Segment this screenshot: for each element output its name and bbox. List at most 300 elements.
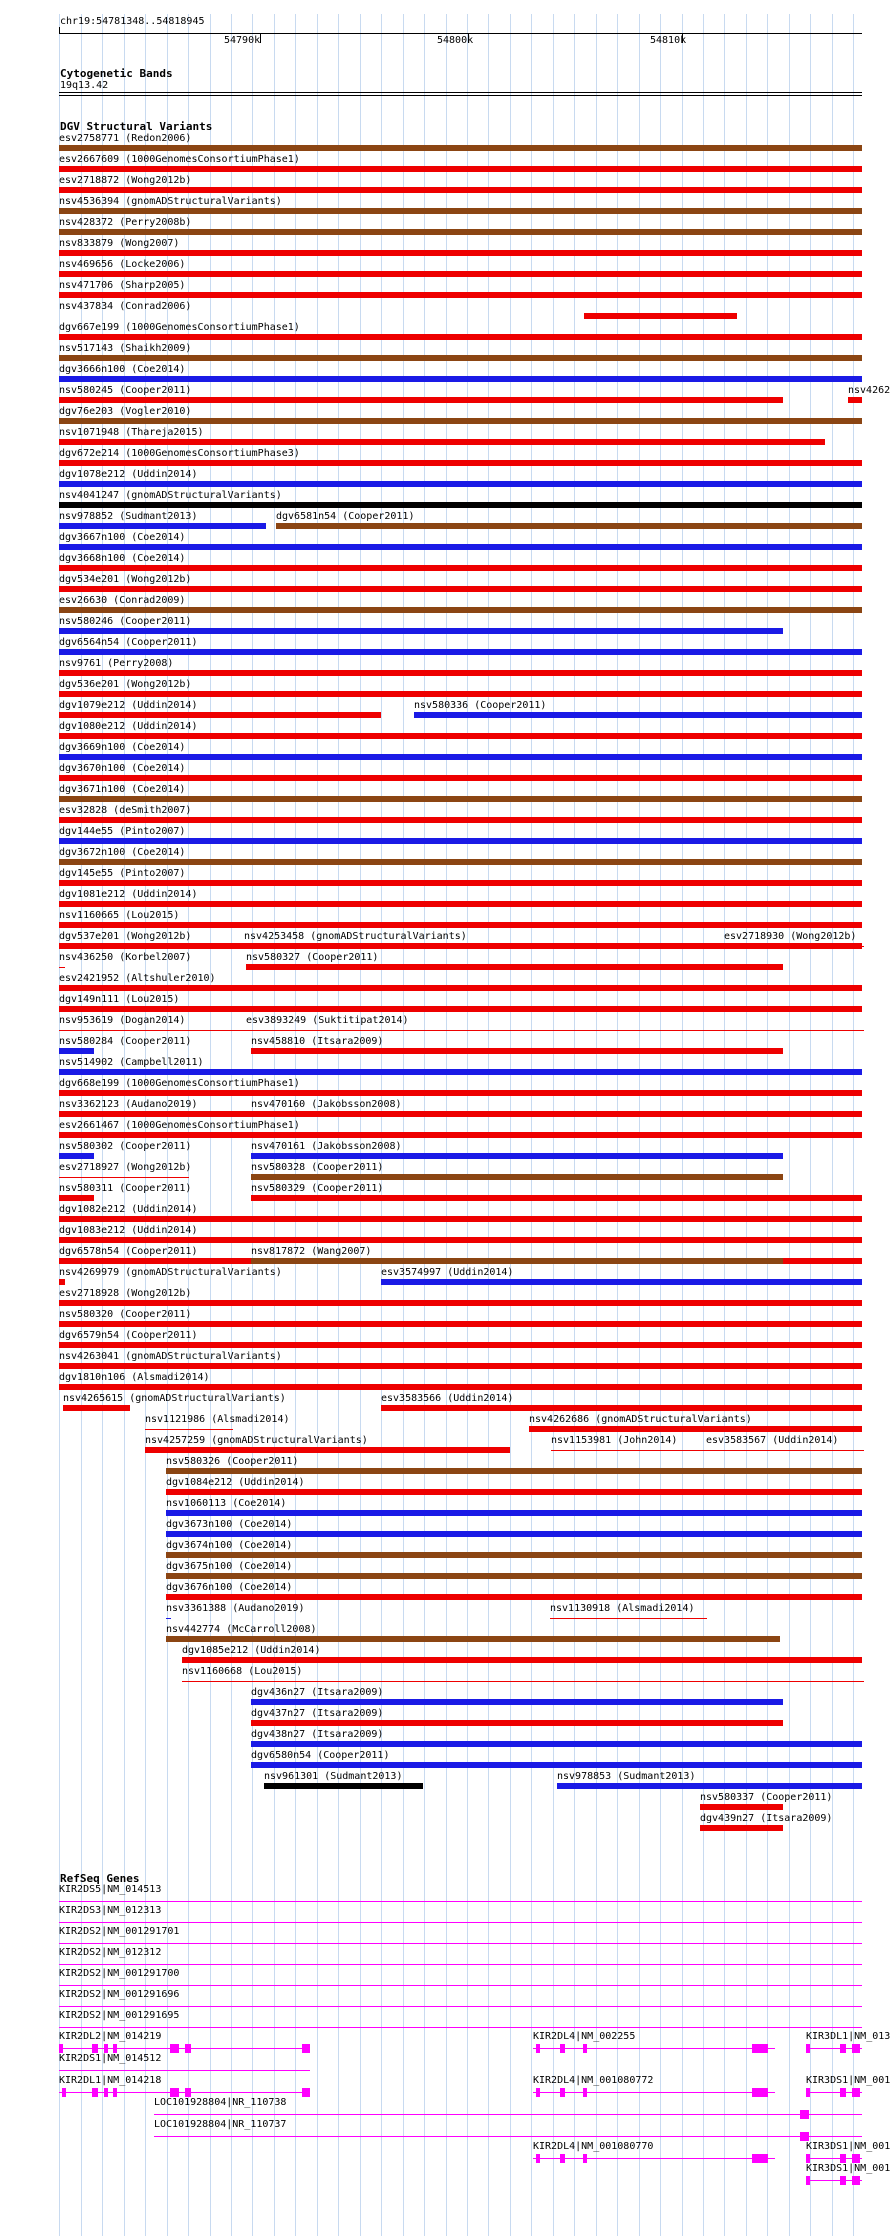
sv-feature-bar[interactable] [145,1429,233,1430]
sv-feature-bar[interactable] [529,1426,862,1432]
ruler-tick [260,34,261,43]
gene-label[interactable]: KIR2DS2|NM_001291696 [59,1989,180,2000]
sv-feature-label[interactable]: nsv833879 (Wong2007) [59,238,180,249]
sv-feature-bar[interactable] [59,1153,94,1159]
sv-feature-label[interactable]: dgv1080e212 (Uddin2014) [59,721,198,732]
sv-feature-bar[interactable] [59,607,862,613]
sv-feature-bar[interactable] [59,376,862,382]
sv-feature-bar[interactable] [166,1489,862,1495]
sv-feature-bar[interactable] [251,1762,862,1768]
sv-feature-label[interactable]: dgv3673n100 (Coe2014) [166,1519,293,1530]
sv-feature-label[interactable]: dgv144e55 (Pinto2007) [59,826,186,837]
gene-exon[interactable] [752,2088,768,2097]
sv-feature-bar[interactable] [59,544,862,550]
sv-feature-label[interactable]: dgv437n27 (Itsara2009) [251,1708,384,1719]
sv-feature-bar[interactable] [59,985,862,991]
grid-line [767,14,768,2236]
gene-intron-line[interactable] [59,2027,862,2028]
sv-feature-label[interactable]: dgv439n27 (Itsara2009) [700,1813,833,1824]
sv-feature-bar[interactable] [166,1594,862,1600]
sv-feature-label[interactable]: esv3574997 (Uddin2014) [381,1267,514,1278]
gene-label[interactable]: KIR2DL4|NM_001080772 [533,2075,654,2086]
sv-feature-label[interactable]: nsv4257259 (gnomADStructuralVariants) [145,1435,368,1446]
sv-feature-label[interactable]: dgv536e201 (Wong2012b) [59,679,192,690]
gene-exon[interactable] [560,2088,565,2097]
sv-feature-label[interactable]: nsv1071948 (Thareja2015) [59,427,204,438]
cytoband-track-title[interactable]: Cytogenetic Bands [60,67,173,80]
sv-feature-bar[interactable] [59,838,862,844]
sv-feature-bar[interactable] [381,1405,862,1411]
sv-feature-label[interactable]: nsv1160665 (Lou2015) [59,910,180,921]
sv-feature-label[interactable]: dgv3666n100 (Coe2014) [59,364,186,375]
sv-feature-label[interactable]: nsv580245 (Cooper2011) [59,385,192,396]
gene-label[interactable]: KIR2DL2|NM_014219 [59,2031,162,2042]
sv-feature-label[interactable]: nsv1153981 (John2014) [551,1435,678,1446]
sv-feature-bar[interactable] [59,628,783,634]
gene-exon[interactable] [302,2044,310,2053]
sv-feature-label[interactable]: nsv428372 (Perry2008b) [59,217,192,228]
gene-exon[interactable] [536,2088,540,2097]
ruler-tick-label: 54800k [437,35,474,46]
sv-feature-bar[interactable] [550,1618,707,1619]
gene-exon[interactable] [852,2088,860,2097]
gene-label[interactable]: KIR2DL1|NM_014218 [59,2075,162,2086]
sv-feature-label[interactable]: dgv1081e212 (Uddin2014) [59,889,198,900]
sv-feature-bar[interactable] [251,1741,862,1747]
grid-line [531,14,532,2236]
sv-feature-bar[interactable] [700,1825,783,1831]
gene-intron-line[interactable] [154,2114,862,2115]
sv-feature-bar[interactable] [727,946,864,947]
sv-feature-label[interactable]: nsv580320 (Cooper2011) [59,1309,192,1320]
sv-feature-bar[interactable] [59,1237,862,1243]
gene-label[interactable]: KIR3DS1|NM_001 [806,2141,890,2152]
sv-feature-bar[interactable] [59,187,862,193]
grid-line [682,14,683,2236]
gene-label[interactable]: KIR2DS2|NM_001291695 [59,2010,180,2021]
sv-feature-bar[interactable] [246,1030,785,1031]
gene-exon[interactable] [560,2044,565,2053]
sv-feature-bar[interactable] [182,1657,862,1663]
sv-feature-bar[interactable] [59,796,862,802]
gene-label[interactable]: LOC101928804|NR_110738 [154,2097,287,2108]
sv-feature-label[interactable]: dgv668e199 (1000GenomesConsortiumPhase1) [59,1078,300,1089]
sv-feature-bar[interactable] [59,1006,862,1012]
sv-feature-bar[interactable] [59,208,862,214]
ruler-tick [59,27,60,34]
sv-feature-label[interactable]: esv3893249 (Suktitipat2014) [246,1015,409,1026]
grid-line [639,14,640,2236]
sv-feature-label[interactable]: dgv1083e212 (Uddin2014) [59,1225,198,1236]
sv-feature-bar[interactable] [59,817,862,823]
grid-line [789,14,790,2236]
sv-feature-label[interactable]: dgv3667n100 (Coe2014) [59,532,186,543]
sv-feature-label[interactable]: esv3583567 (Uddin2014) [706,1435,839,1446]
gene-exon[interactable] [170,2088,179,2097]
sv-feature-label[interactable]: esv26630 (Conrad2009) [59,595,186,606]
sv-feature-bar[interactable] [414,712,862,718]
sv-feature-bar[interactable] [59,271,862,277]
gene-exon[interactable] [536,2044,540,2053]
sv-feature-label[interactable]: dgv3676n100 (Coe2014) [166,1582,293,1593]
sv-feature-label[interactable]: esv2421952 (Altshuler2010) [59,973,216,984]
sv-feature-bar[interactable] [59,1279,65,1285]
gene-exon[interactable] [104,2044,108,2053]
sv-feature-bar[interactable] [59,712,381,718]
sv-feature-label[interactable]: dgv6580n54 (Cooper2011) [251,1750,390,1761]
sv-feature-bar[interactable] [59,502,862,508]
sv-feature-bar[interactable] [59,670,862,676]
sv-feature-bar[interactable] [59,481,862,487]
gene-intron-line[interactable] [59,1964,862,1965]
sv-feature-bar[interactable] [584,313,737,319]
sv-feature-bar[interactable] [166,1510,862,1516]
cytoband-label: 19q13.42 [60,80,109,91]
sv-feature-bar[interactable] [59,1069,862,1075]
sv-feature-bar[interactable] [59,1195,94,1201]
sv-feature-label[interactable]: dgv438n27 (Itsara2009) [251,1729,384,1740]
sv-feature-label[interactable]: nsv3362123 (Audano2019) [59,1099,198,1110]
sv-feature-bar[interactable] [59,334,862,340]
grid-line [424,14,425,2236]
gene-exon[interactable] [806,2088,810,2097]
gene-label[interactable]: KIR2DS1|NM_014512 [59,2053,162,2064]
gene-intron-line[interactable] [59,1901,862,1902]
sv-feature-label[interactable]: nsv470161 (Jakobsson2008) [251,1141,402,1152]
gene-exon[interactable] [752,2154,768,2163]
sv-feature-bar[interactable] [59,418,862,424]
gene-label[interactable]: KIR2DS5|NM_014513 [59,1884,162,1895]
gene-exon[interactable] [852,2044,860,2053]
sv-feature-label[interactable]: nsv4536394 (gnomADStructuralVariants) [59,196,282,207]
gene-exon[interactable] [92,2088,98,2097]
sv-feature-bar[interactable] [59,292,862,298]
sv-feature-bar[interactable] [59,250,862,256]
sv-feature-bar[interactable] [251,1048,783,1054]
gene-intron-line[interactable] [59,2006,862,2007]
sv-feature-bar[interactable] [700,1804,783,1810]
sv-feature-bar[interactable] [59,649,862,655]
sv-feature-label[interactable]: nsv978852 (Sudmant2013) [59,511,198,522]
sv-feature-bar[interactable] [59,1216,862,1222]
sv-feature-label[interactable]: nsv817872 (Wang2007) [251,1246,372,1257]
sv-feature-label[interactable]: esv32828 (deSmith2007) [59,805,192,816]
gene-intron-line[interactable] [533,2048,775,2049]
sv-feature-label[interactable]: dgv667e199 (1000GenomesConsortiumPhase1) [59,322,300,333]
sv-feature-bar[interactable] [166,1573,862,1579]
sv-feature-label[interactable]: nsv1130918 (Alsmadi2014) [550,1603,695,1614]
grid-line [596,14,597,2236]
gene-exon[interactable] [62,2088,66,2097]
grid-line [853,14,854,2236]
sv-feature-label[interactable]: nsv4262 [848,385,890,396]
gene-exon[interactable] [92,2044,98,2053]
gene-exon[interactable] [185,2088,191,2097]
gene-exon[interactable] [170,2044,179,2053]
grid-line [832,14,833,2236]
sv-feature-bar[interactable] [59,1342,862,1348]
sv-feature-bar[interactable] [59,565,862,571]
sv-feature-bar[interactable] [145,1447,510,1453]
grid-line [338,14,339,2236]
gene-exon[interactable] [536,2154,540,2163]
sv-feature-bar[interactable] [59,523,266,529]
sv-feature-label[interactable]: nsv580311 (Cooper2011) [59,1183,192,1194]
sv-feature-bar[interactable] [59,691,862,697]
sv-feature-bar[interactable] [59,397,783,403]
gene-exon[interactable] [852,2154,860,2163]
sv-feature-bar[interactable] [59,1321,862,1327]
sv-feature-label[interactable]: nsv4263041 (gnomADStructuralVariants) [59,1351,282,1362]
sv-feature-bar[interactable] [59,229,862,235]
sv-feature-bar[interactable] [166,1636,780,1642]
sv-feature-bar[interactable] [166,1552,862,1558]
gene-exon[interactable] [302,2088,310,2097]
sv-feature-bar[interactable] [59,166,862,172]
sv-feature-label[interactable]: nsv437834 (Conrad2006) [59,301,192,312]
sv-feature-label[interactable]: nsv4269979 (gnomADStructuralVariants) [59,1267,282,1278]
gene-exon[interactable] [806,2044,810,2053]
sv-feature-label[interactable]: dgv6578n54 (Cooper2011) [59,1246,198,1257]
gene-exon[interactable] [840,2088,846,2097]
sv-feature-label[interactable]: nsv471706 (Sharp2005) [59,280,186,291]
sv-feature-label[interactable]: nsv1121986 (Alsmadi2014) [145,1414,290,1425]
sv-feature-label[interactable]: nsv1060113 (Coe2014) [166,1498,287,1509]
sv-feature-bar[interactable] [251,1720,783,1726]
sv-feature-label[interactable]: esv2661467 (1000GenomesConsortiumPhase1) [59,1120,300,1131]
sv-feature-bar[interactable] [182,1681,864,1682]
sv-feature-label[interactable]: nsv436250 (Korbel2007) [59,952,192,963]
gene-exon[interactable] [852,2176,860,2185]
gene-label[interactable]: KIR2DS2|NM_001291701 [59,1926,180,1937]
gene-intron-line[interactable] [59,1985,862,1986]
sv-feature-label[interactable]: nsv517143 (Shaikh2009) [59,343,192,354]
sv-feature-bar[interactable] [251,1258,783,1264]
sv-feature-bar[interactable] [551,1450,707,1451]
sv-feature-bar[interactable] [381,1279,862,1285]
ruler-tick-label: 54810k [650,35,687,46]
sv-feature-label[interactable]: esv2718928 (Wong2012b) [59,1288,192,1299]
gene-exon[interactable] [752,2044,768,2053]
gene-intron-line[interactable] [154,2136,862,2137]
ruler-line [59,33,862,34]
sv-feature-bar[interactable] [706,1450,864,1451]
sv-feature-bar[interactable] [59,1363,862,1369]
sv-feature-label[interactable]: dgv3668n100 (Coe2014) [59,553,186,564]
sv-feature-label[interactable]: dgv1085e212 (Uddin2014) [182,1645,321,1656]
sv-feature-bar[interactable] [59,880,862,886]
sv-feature-bar[interactable] [59,439,825,445]
sv-feature-label[interactable]: dgv1078e212 (Uddin2014) [59,469,198,480]
sv-feature-label[interactable]: nsv580326 (Cooper2011) [166,1456,299,1467]
sv-feature-label[interactable]: nsv580328 (Cooper2011) [251,1162,384,1173]
sv-feature-bar[interactable] [59,754,862,760]
sv-feature-bar[interactable] [59,1384,862,1390]
sv-feature-label[interactable]: dgv1082e212 (Uddin2014) [59,1204,198,1215]
grid-line [724,14,725,2236]
sv-feature-bar[interactable] [59,145,862,151]
sv-feature-label[interactable]: nsv953619 (Dogan2014) [59,1015,186,1026]
sv-feature-bar[interactable] [251,1699,783,1705]
gene-exon[interactable] [560,2154,565,2163]
sv-feature-bar[interactable] [59,586,862,592]
sv-feature-label[interactable]: dgv3674n100 (Coe2014) [166,1540,293,1551]
refseq-track-title[interactable]: RefSeq Genes [60,1872,140,1885]
sv-feature-bar[interactable] [59,1300,862,1306]
sv-feature-label[interactable]: dgv6581n54 (Cooper2011) [276,511,415,522]
sv-feature-bar[interactable] [244,943,727,949]
grid-line [360,14,361,2236]
sv-feature-bar[interactable] [59,967,65,968]
sv-feature-label[interactable]: dgv1079e212 (Uddin2014) [59,700,198,711]
sv-feature-label[interactable]: dgv534e201 (Wong2012b) [59,574,192,585]
grid-line [467,14,468,2236]
sv-feature-label[interactable]: dgv1810n106 (Alsmadi2014) [59,1372,210,1383]
gene-exon[interactable] [840,2154,846,2163]
sv-feature-label[interactable]: dgv436n27 (Itsara2009) [251,1687,384,1698]
gene-label[interactable]: KIR2DS2|NM_001291700 [59,1968,180,1979]
sv-feature-bar[interactable] [59,1090,862,1096]
gene-intron-line[interactable] [59,1922,862,1923]
sv-feature-label[interactable]: dgv3670n100 (Coe2014) [59,763,186,774]
grid-line [510,14,511,2236]
sv-feature-label[interactable]: nsv514902 (Campbell2011) [59,1057,204,1068]
sv-feature-bar[interactable] [251,1195,862,1201]
gene-label[interactable]: KIR2DS3|NM_012313 [59,1905,162,1916]
sv-feature-label[interactable]: nsv580246 (Cooper2011) [59,616,192,627]
gene-exon[interactable] [104,2088,108,2097]
cytoband-ideogram[interactable] [59,92,862,96]
gene-label[interactable]: KIR2DL4|NM_002255 [533,2031,636,2042]
sv-feature-label[interactable]: nsv1160668 (Lou2015) [182,1666,303,1677]
sv-feature-label[interactable]: nsv978853 (Sudmant2013) [557,1771,696,1782]
gene-exon[interactable] [840,2176,846,2185]
sv-feature-label[interactable]: nsv961301 (Sudmant2013) [264,1771,403,1782]
sv-feature-label[interactable]: dgv3675n100 (Coe2014) [166,1561,293,1572]
sv-feature-label[interactable]: esv3583566 (Uddin2014) [381,1393,514,1404]
sv-feature-label[interactable]: nsv4265615 (gnomADStructuralVariants) [63,1393,286,1404]
sv-feature-label[interactable]: dgv145e55 (Pinto2007) [59,868,186,879]
sv-feature-bar[interactable] [59,901,862,907]
sv-feature-label[interactable]: nsv580336 (Cooper2011) [414,700,547,711]
gene-label[interactable]: LOC101928804|NR_110737 [154,2119,287,2130]
gene-exon[interactable] [800,2132,809,2141]
gene-exon[interactable] [806,2176,810,2185]
gene-intron-line[interactable] [533,2158,775,2159]
sv-feature-label[interactable]: nsv3361388 (Audano2019) [166,1603,305,1614]
grid-line [553,14,554,2236]
sv-feature-label[interactable]: dgv672e214 (1000GenomesConsortiumPhase3) [59,448,300,459]
grid-line [403,14,404,2236]
sv-feature-label[interactable]: nsv4253458 (gnomADStructuralVariants) [244,931,467,942]
gene-label[interactable]: KIR3DL1|NM_013 [806,2031,890,2042]
sv-feature-label[interactable]: nsv9761 (Perry2008) [59,658,174,669]
sv-feature-bar[interactable] [59,460,862,466]
sv-feature-bar[interactable] [264,1783,423,1789]
sv-feature-bar[interactable] [276,523,862,529]
sv-feature-label[interactable]: nsv4041247 (gnomADStructuralVariants) [59,490,282,501]
sv-feature-bar[interactable] [59,859,862,865]
sv-feature-label[interactable]: dgv149n111 (Lou2015) [59,994,180,1005]
sv-feature-bar[interactable] [166,1618,171,1619]
sv-feature-label[interactable]: nsv580327 (Cooper2011) [246,952,379,963]
sv-feature-bar[interactable] [59,1132,862,1138]
gene-exon[interactable] [840,2044,846,2053]
gene-exon[interactable] [113,2044,117,2053]
sv-feature-label[interactable]: esv2667609 (1000GenomesConsortiumPhase1) [59,154,300,165]
sv-feature-bar[interactable] [251,1174,783,1180]
dgv-track-title[interactable]: DGV Structural Variants [60,120,213,133]
sv-feature-label[interactable]: dgv3671n100 (Coe2014) [59,784,186,795]
sv-feature-bar[interactable] [59,733,862,739]
gene-exon[interactable] [800,2110,809,2119]
sv-feature-label[interactable]: dgv3669n100 (Coe2014) [59,742,186,753]
sv-feature-label[interactable]: esv2718872 (Wong2012b) [59,175,192,186]
grid-line [746,14,747,2236]
sv-feature-label[interactable]: esv2718927 (Wong2012b) [59,1162,192,1173]
gene-label[interactable]: KIR2DS2|NM_012312 [59,1947,162,1958]
sv-feature-label[interactable]: nsv580284 (Cooper2011) [59,1036,192,1047]
gene-intron-line[interactable] [59,2070,310,2071]
sv-feature-label[interactable]: nsv580329 (Cooper2011) [251,1183,384,1194]
sv-feature-bar[interactable] [59,775,862,781]
gene-exon[interactable] [583,2154,587,2163]
sv-feature-label[interactable]: nsv580337 (Cooper2011) [700,1792,833,1803]
gene-exon[interactable] [185,2044,191,2053]
sv-feature-label[interactable]: dgv6564n54 (Cooper2011) [59,637,198,648]
sv-feature-label[interactable]: esv2718930 (Wong2012b) [724,931,857,942]
gene-label[interactable]: KIR2DL4|NM_001080770 [533,2141,654,2152]
sv-feature-bar[interactable] [251,1111,783,1117]
sv-feature-bar[interactable] [166,1531,862,1537]
gene-label[interactable]: KIR3DS1|NM_001 [806,2075,890,2086]
sv-feature-label[interactable]: nsv580302 (Cooper2011) [59,1141,192,1152]
sv-feature-bar[interactable] [59,1177,189,1178]
sv-feature-bar[interactable] [59,355,862,361]
gene-intron-line[interactable] [533,2092,775,2093]
gene-exon[interactable] [806,2154,810,2163]
gene-exon[interactable] [59,2044,63,2053]
sv-feature-label[interactable]: esv2758771 (Redon2006) [59,133,192,144]
gene-exon[interactable] [583,2088,587,2097]
gene-label[interactable]: KIR3DS1|NM_001 [806,2163,890,2174]
sv-feature-bar[interactable] [251,1153,783,1159]
gene-exon[interactable] [113,2088,117,2097]
gene-intron-line[interactable] [59,1943,862,1944]
sv-feature-bar[interactable] [59,1048,94,1054]
gene-exon[interactable] [583,2044,587,2053]
sv-feature-bar[interactable] [166,1468,862,1474]
grid-line [810,14,811,2236]
sv-feature-bar[interactable] [246,964,783,970]
sv-feature-label[interactable]: nsv4262686 (gnomADStructuralVariants) [529,1414,752,1425]
sv-feature-bar[interactable] [63,1405,130,1411]
sv-feature-label[interactable]: dgv1084e212 (Uddin2014) [166,1477,305,1488]
sv-feature-label[interactable]: nsv458810 (Itsara2009) [251,1036,384,1047]
sv-feature-label[interactable]: nsv469656 (Locke2006) [59,259,186,270]
sv-feature-label[interactable]: dgv3672n100 (Coe2014) [59,847,186,858]
sv-feature-bar[interactable] [848,397,862,403]
grid-line [574,14,575,2236]
sv-feature-label[interactable]: dgv6579n54 (Cooper2011) [59,1330,198,1341]
sv-feature-label[interactable]: dgv537e201 (Wong2012b) [59,931,192,942]
sv-feature-label[interactable]: dgv76e203 (Vogler2010) [59,406,192,417]
sv-feature-bar[interactable] [59,922,862,928]
sv-feature-label[interactable]: nsv442774 (McCarroll2008) [166,1624,317,1635]
ruler-tick-label: 54790k [224,35,261,46]
sv-feature-bar[interactable] [557,1783,862,1789]
sv-feature-label[interactable]: nsv470160 (Jakobsson2008) [251,1099,402,1110]
